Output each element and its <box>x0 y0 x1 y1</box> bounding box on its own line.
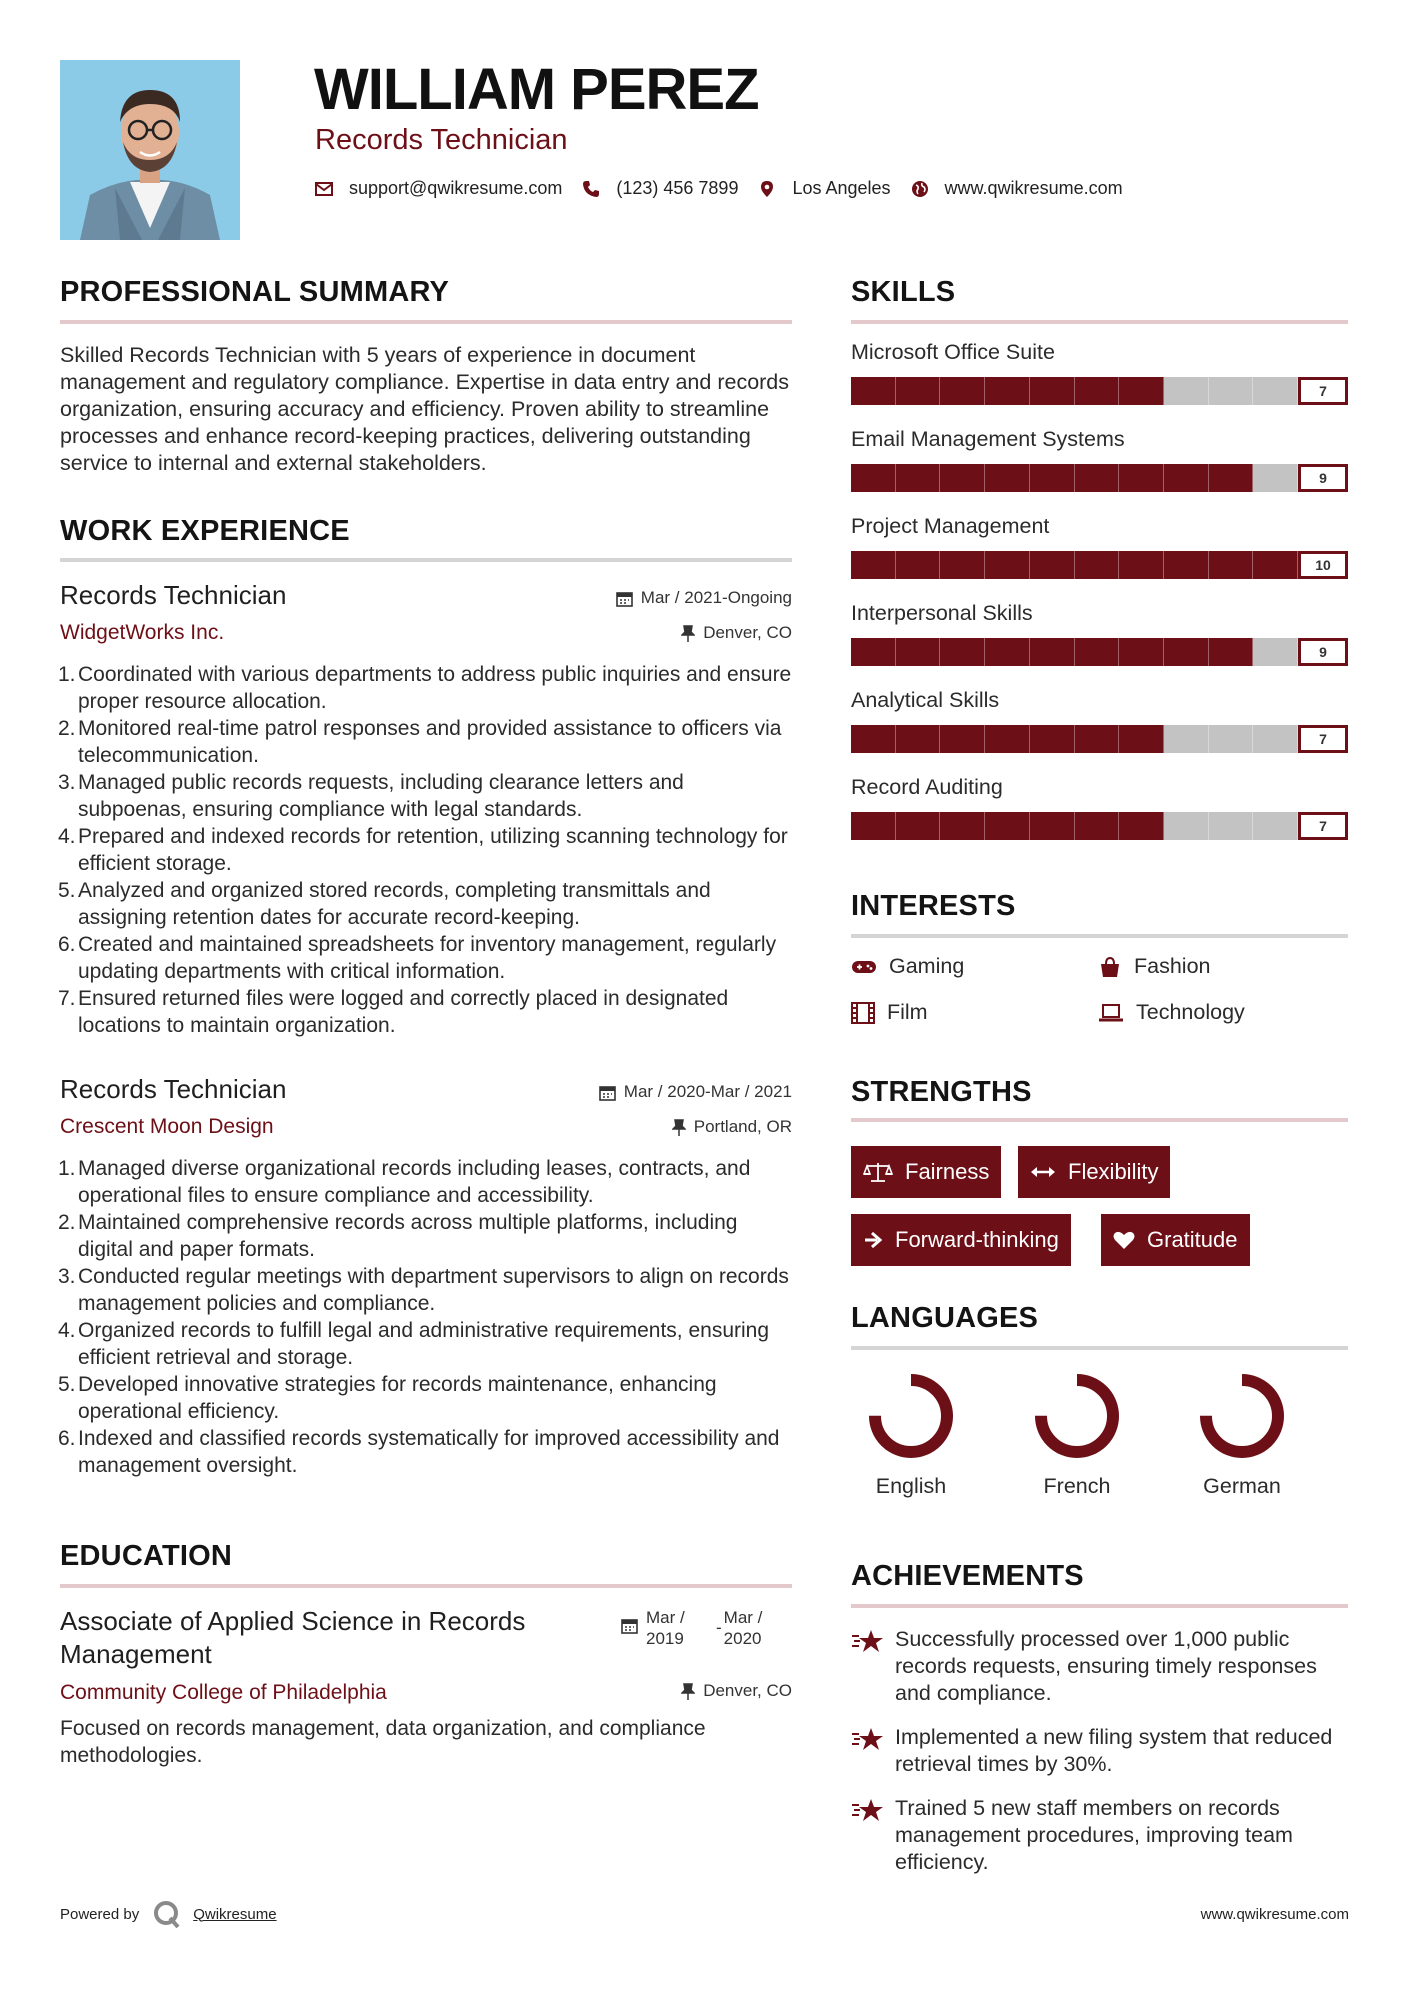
skill-level-bar <box>851 464 1327 492</box>
job-company: Crescent Moon Design <box>60 1115 274 1138</box>
skills-divider <box>851 320 1348 324</box>
skill-bar-segment <box>851 725 896 753</box>
skill-bar-segment <box>896 551 941 579</box>
skill-level-value: 10 <box>1298 551 1348 579</box>
education-divider <box>60 1584 792 1588</box>
experience-divider <box>60 558 792 562</box>
skill-bar-segment <box>1030 464 1075 492</box>
skill-bar-segment <box>985 725 1030 753</box>
skill-name: Project Management <box>851 514 1050 538</box>
powered-by-text: Powered by <box>60 1905 140 1923</box>
skill-level-value: 7 <box>1298 377 1348 405</box>
job-title: Records Technician <box>60 580 287 610</box>
job-date-text: Mar / 2021-Ongoing <box>640 588 792 607</box>
skill-bar-segment <box>896 812 941 840</box>
summary-heading: PROFESSIONAL SUMMARY <box>60 276 450 308</box>
list-item: 6. Indexed and classified records systematically for improved accessibility and management oversight. <box>58 1427 780 1477</box>
arrow-right-icon <box>863 1230 883 1250</box>
skill-bar-segment <box>1209 638 1254 666</box>
job-bullets <box>60 661 792 1039</box>
star-award-icon <box>851 1797 895 1876</box>
qwikresume-link[interactable]: Qwikresume <box>193 1905 277 1923</box>
achievement-item-3: Trained 5 new staff members on records management procedures, improving team efficiency. <box>851 1795 1351 1876</box>
skill-bar-segment <box>1209 551 1254 579</box>
skill-bar-segment <box>851 638 896 666</box>
footer-powered-by <box>60 1900 277 1928</box>
interest-film: Film <box>851 1000 928 1025</box>
skill-name: Record Auditing <box>851 775 1003 799</box>
language-level-ring <box>1027 1366 1127 1466</box>
arrows-horizontal-icon <box>1030 1164 1056 1180</box>
language-level-arc <box>875 1380 947 1452</box>
strength-tag-forward-thinking: Forward-thinking <box>851 1214 1071 1266</box>
list-item: 7. Ensured returned files were logged and correctly placed in designated locations to maintain organization. <box>58 987 729 1037</box>
skill-bar-segment <box>1119 551 1164 579</box>
interest-technology: Technology <box>1098 1000 1245 1025</box>
skill-bar-segment <box>851 377 896 405</box>
job-entry-2 <box>60 1074 792 1479</box>
skill-item <box>851 514 1348 579</box>
list-item: 1. Coordinated with various departments to address public inquiries and ensure proper resource allocation. <box>58 663 792 713</box>
list-item: 4. Prepared and indexed records for retention, utilizing scanning technology for efficient storage. <box>58 825 788 875</box>
skill-bar-segment <box>1209 725 1254 753</box>
shopping-bag-icon <box>1098 956 1122 978</box>
skill-bar-segment <box>1164 377 1209 405</box>
summary-text: Skilled Records Technician with 5 years of experience in document management and regulatory compliance. Expertise in data entry and records organization, ensuring accuracy and efficiency. Proven ability to streamline processes and enhance record-keeping practices, delivering outstanding service to internal and external stakeholders. <box>60 343 790 475</box>
skill-level-value: 7 <box>1298 812 1348 840</box>
website-text: www.qwikresume.com <box>944 178 1123 198</box>
skill-bar-segment <box>896 464 941 492</box>
envelope-icon <box>315 180 333 198</box>
job-entry-1 <box>60 580 792 1039</box>
skill-bar-segment <box>1253 812 1298 840</box>
skill-bar-segment <box>985 464 1030 492</box>
languages-heading: LANGUAGES <box>851 1302 1039 1334</box>
edu-dates <box>621 1607 794 1649</box>
skill-name: Microsoft Office Suite <box>851 340 1055 364</box>
skill-level-value: 9 <box>1298 464 1348 492</box>
skill-name: Email Management Systems <box>851 427 1125 451</box>
list-item: 5. Developed innovative strategies for records maintenance, enhancing operational efficiency. <box>58 1373 717 1423</box>
skill-bar-segment <box>1253 464 1298 492</box>
skill-level-value: 7 <box>1298 725 1348 753</box>
summary-divider <box>60 320 792 324</box>
contact-website[interactable] <box>911 178 1123 199</box>
skill-bar-segment <box>1075 377 1120 405</box>
education-heading: EDUCATION <box>60 1540 233 1572</box>
achievements-heading: ACHIEVEMENTS <box>851 1560 1084 1592</box>
job-date-text: Mar / 2020-Mar / 2021 <box>623 1082 792 1101</box>
skill-item <box>851 601 1348 666</box>
skill-name: Analytical Skills <box>851 688 1000 712</box>
thumbtack-icon <box>681 1683 695 1700</box>
languages-divider <box>851 1346 1348 1350</box>
job-bullets <box>60 1155 792 1479</box>
skill-bar-segment <box>1075 638 1120 666</box>
strength-tag-gratitude: Gratitude <box>1101 1214 1250 1266</box>
heart-icon <box>1113 1230 1135 1250</box>
skill-bar-segment <box>1209 377 1254 405</box>
job-location-text: Portland, OR <box>693 1117 792 1136</box>
interest-gaming: Gaming <box>851 954 964 979</box>
list-item: 2. Monitored real-time patrol responses and provided assistance to officers via telecommunication. <box>58 717 782 767</box>
skill-bar-segment <box>1164 551 1209 579</box>
profile-photo <box>60 60 240 240</box>
skill-bar-segment <box>1030 377 1075 405</box>
skills-heading: SKILLS <box>851 276 956 308</box>
strength-tag-flexibility: Flexibility <box>1018 1146 1170 1198</box>
skill-bar-segment <box>1075 551 1120 579</box>
map-pin-icon <box>758 180 776 198</box>
skill-bar-segment <box>1209 464 1254 492</box>
skill-bar-segment <box>1075 725 1120 753</box>
skill-bar-segment <box>1253 551 1298 579</box>
skill-bar-segment <box>1119 725 1164 753</box>
laptop-icon <box>1098 1003 1124 1023</box>
contact-row <box>315 178 1143 199</box>
contact-phone[interactable] <box>582 178 738 199</box>
star-award-icon <box>851 1628 895 1707</box>
edu-school: Community College of Philadelphia <box>60 1681 387 1704</box>
language-level-arc <box>1206 1380 1278 1452</box>
skill-bar-segment <box>1119 638 1164 666</box>
list-item: 1. Managed diverse organizational records including leases, contracts, and operational files to ensure compliance and accessibility. <box>58 1157 751 1207</box>
thumbtack-icon <box>672 1119 686 1136</box>
contact-location <box>758 178 890 199</box>
skill-item <box>851 340 1348 405</box>
interest-fashion: Fashion <box>1098 954 1211 979</box>
list-item: 4. Organized records to fulfill legal and administrative requirements, ensuring efficient retrieval and storage. <box>58 1319 770 1369</box>
skill-bar-segment <box>851 812 896 840</box>
candidate-name: WILLIAM PEREZ <box>314 57 759 122</box>
skill-item <box>851 688 1348 753</box>
skill-level-bar <box>851 812 1327 840</box>
strength-tag-fairness: Fairness <box>851 1146 1001 1198</box>
skill-bar-segment <box>1164 812 1209 840</box>
list-item: 6. Created and maintained spreadsheets for inventory management, regularly updating departments with critical information. <box>58 933 777 983</box>
job-location <box>672 1117 792 1137</box>
balance-scale-icon <box>863 1161 893 1183</box>
globe-icon <box>911 180 929 198</box>
language-level-ring <box>1192 1366 1292 1466</box>
interests-heading: INTERESTS <box>851 890 1016 922</box>
language-label: German <box>1203 1474 1281 1498</box>
strengths-divider <box>851 1118 1348 1122</box>
achievements-divider <box>851 1604 1348 1608</box>
location-text: Los Angeles <box>792 178 891 198</box>
skill-bar-segment <box>940 812 985 840</box>
qwikresume-logo-icon <box>153 1900 181 1928</box>
language-label: French <box>1043 1474 1111 1498</box>
experience-heading: WORK EXPERIENCE <box>60 515 350 547</box>
film-icon <box>851 1002 875 1024</box>
skill-bar-segment <box>1119 812 1164 840</box>
edu-description: Focused on records management, data organization, and compliance methodologies. <box>60 1717 706 1767</box>
skill-bar-segment <box>940 638 985 666</box>
skill-bar-segment <box>1030 638 1075 666</box>
skill-bar-segment <box>1075 812 1120 840</box>
list-item: 3. Managed public records requests, including clearance letters and subpoenas, ensuring compliance with legal standards. <box>58 771 684 821</box>
calendar-icon <box>599 1084 616 1101</box>
email-text: support@qwikresume.com <box>349 178 563 198</box>
education-entry <box>60 1605 792 1769</box>
job-company: WidgetWorks Inc. <box>60 621 225 644</box>
edu-start-date: Mar / 2019 <box>646 1608 685 1648</box>
edu-date-separator: - <box>716 1618 722 1637</box>
skill-bar-segment <box>985 551 1030 579</box>
skill-bar-segment <box>851 464 896 492</box>
footer-website[interactable]: www.qwikresume.com <box>1200 1906 1349 1923</box>
language-level-ring <box>861 1366 961 1466</box>
skill-bar-segment <box>1253 377 1298 405</box>
skill-bar-segment <box>896 377 941 405</box>
edu-location <box>681 1681 792 1701</box>
contact-email[interactable] <box>315 178 562 199</box>
edu-location-text: Denver, CO <box>703 1681 792 1700</box>
interests-divider <box>851 934 1348 938</box>
job-location-text: Denver, CO <box>703 623 792 642</box>
skill-level-bar <box>851 377 1327 405</box>
skill-bar-segment <box>1119 377 1164 405</box>
skill-bar-segment <box>851 551 896 579</box>
job-date <box>599 1082 792 1102</box>
edu-end-date: Mar / 2020 <box>723 1608 763 1648</box>
thumbtack-icon <box>681 625 695 642</box>
strengths-heading: STRENGTHS <box>851 1076 1032 1108</box>
skill-bar-segment <box>1164 464 1209 492</box>
job-title: Records Technician <box>60 1074 287 1104</box>
language-item <box>1007 1366 1147 1499</box>
skill-level-bar <box>851 725 1327 753</box>
job-date <box>616 588 792 608</box>
language-label: English <box>875 1474 947 1498</box>
skill-level-bar <box>851 638 1327 666</box>
skill-bar-segment <box>940 464 985 492</box>
phone-text: (123) 456 7899 <box>616 178 739 198</box>
candidate-title: Records Technician <box>315 124 568 156</box>
skill-level-bar <box>851 551 1331 579</box>
skill-bar-segment <box>985 812 1030 840</box>
skill-bar-segment <box>940 377 985 405</box>
skill-item <box>851 427 1348 492</box>
achievement-item-1: Successfully processed over 1,000 public records requests, ensuring timely responses and compliance. <box>851 1626 1351 1707</box>
skill-bar-segment <box>1030 812 1075 840</box>
phone-icon <box>582 180 600 198</box>
skill-bar-segment <box>896 725 941 753</box>
list-item: 3. Conducted regular meetings with department supervisors to align on records management policies and compliance. <box>58 1265 789 1315</box>
language-item <box>1172 1366 1312 1499</box>
skill-bar-segment <box>1164 725 1209 753</box>
skill-bar-segment <box>940 725 985 753</box>
achievement-item-2: Implemented a new filing system that reduced retrieval times by 30%. <box>851 1724 1351 1778</box>
skill-bar-segment <box>1253 725 1298 753</box>
skill-name: Interpersonal Skills <box>851 601 1033 625</box>
skill-item <box>851 775 1348 840</box>
skill-level-value: 9 <box>1298 638 1348 666</box>
skill-bar-segment <box>940 551 985 579</box>
gamepad-icon <box>851 958 877 976</box>
language-level-arc <box>1041 1380 1113 1452</box>
language-item <box>841 1366 981 1499</box>
skill-bar-segment <box>1119 464 1164 492</box>
skill-bar-segment <box>1030 551 1075 579</box>
skill-bar-segment <box>985 377 1030 405</box>
edu-degree: Associate of Applied Science in Records Management <box>60 1606 526 1669</box>
skill-bar-segment <box>1075 464 1120 492</box>
calendar-icon <box>616 590 633 607</box>
skill-bar-segment <box>1164 638 1209 666</box>
job-location <box>681 623 792 643</box>
skill-bar-segment <box>1253 638 1298 666</box>
skill-bar-segment <box>1030 725 1075 753</box>
list-item: 2. Maintained comprehensive records across multiple platforms, including digital and paper formats. <box>58 1211 738 1261</box>
skill-bar-segment <box>1209 812 1254 840</box>
list-item: 5. Analyzed and organized stored records, completing transmittals and assigning retention dates for accurate record-keeping. <box>58 879 711 929</box>
star-award-icon <box>851 1726 895 1778</box>
skill-bar-segment <box>985 638 1030 666</box>
calendar-icon <box>621 1617 638 1649</box>
skill-bar-segment <box>896 638 941 666</box>
